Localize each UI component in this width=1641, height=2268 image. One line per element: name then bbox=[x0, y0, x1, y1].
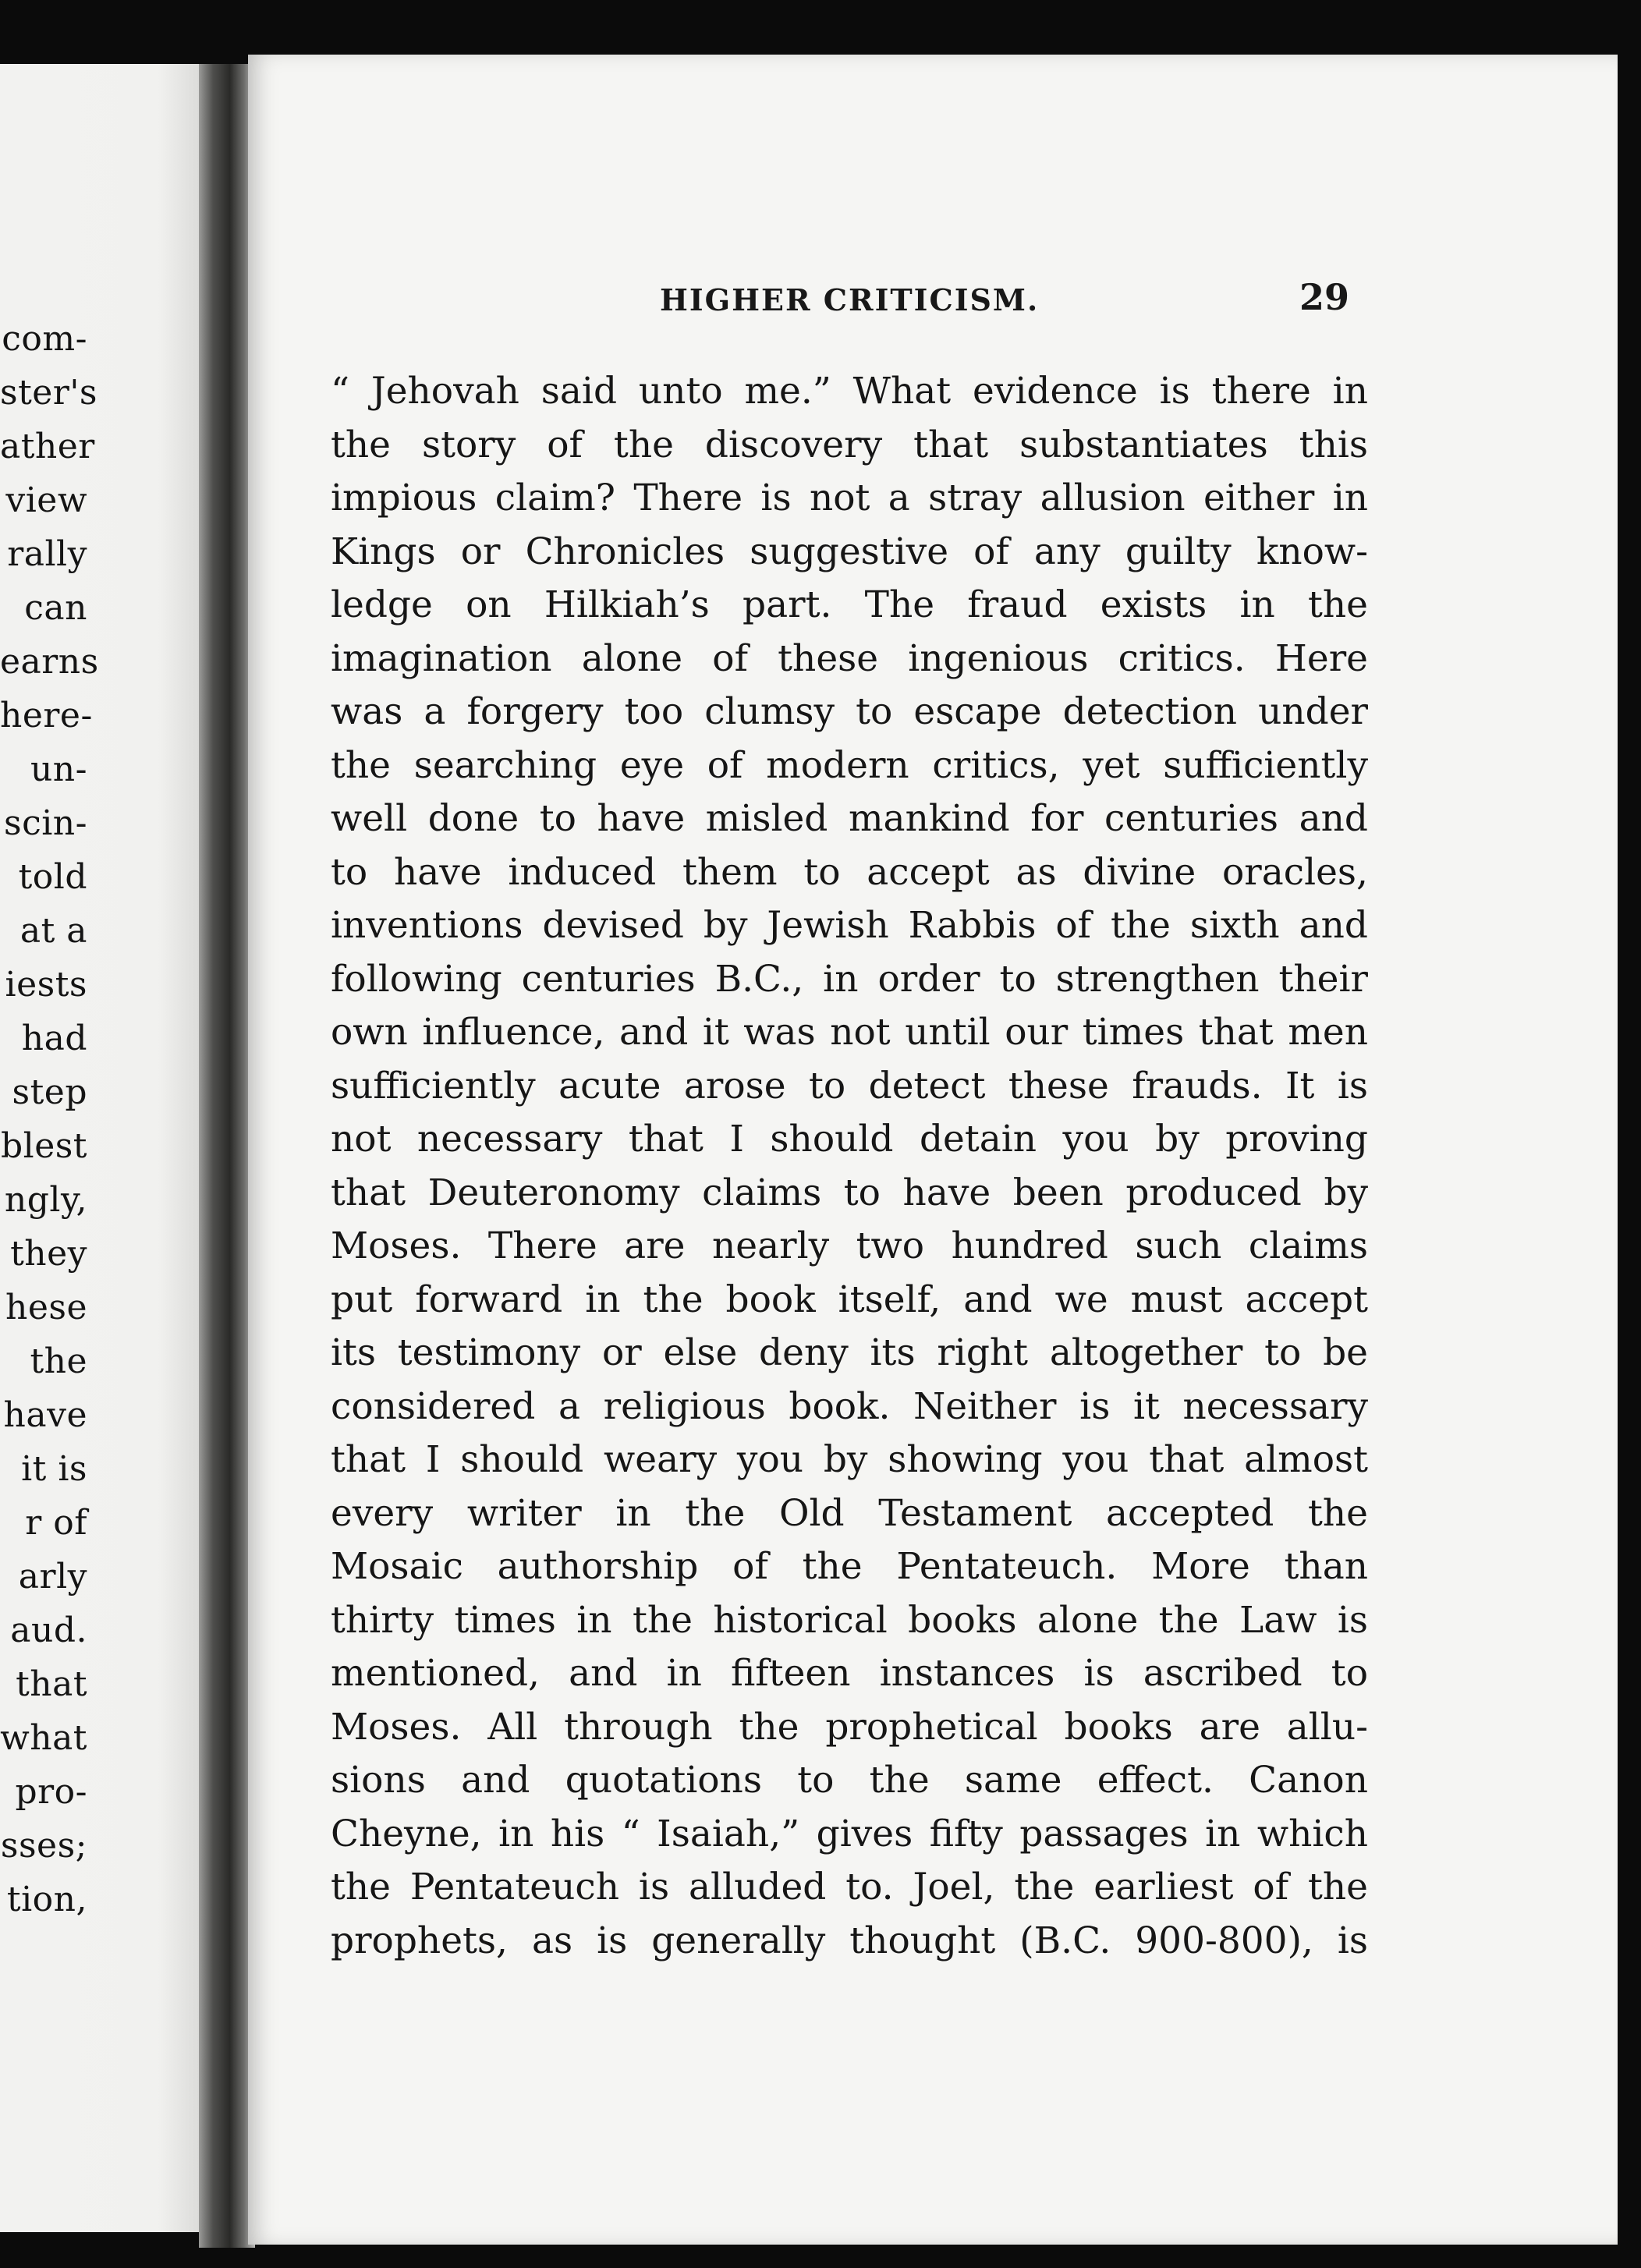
left-line: un- bbox=[30, 750, 87, 789]
text-line: Mosaic authorship of the Pentateuch. More than bbox=[331, 1545, 1368, 1588]
left-line: they bbox=[10, 1234, 87, 1274]
left-line: it is bbox=[21, 1449, 87, 1489]
text-line: the searching eye of modern critics, yet sufficiently bbox=[331, 743, 1368, 787]
left-page-text-column bbox=[0, 312, 99, 1926]
left-line: the bbox=[30, 1341, 87, 1381]
left-line: rally bbox=[7, 534, 87, 574]
text-line: put forward in the book itself, and we must accept bbox=[331, 1278, 1368, 1321]
text-line: impious claim? There is not a stray allusion either in bbox=[331, 477, 1368, 519]
text-line: to have induced them to accept as divine oracles, bbox=[331, 850, 1368, 894]
text-line: was a forgery too clumsy to escape detection under bbox=[331, 690, 1368, 733]
left-line: scin- bbox=[4, 803, 87, 843]
text-line: every writer in the Old Testament accepted the bbox=[331, 1491, 1368, 1535]
text-line: that Deuteronomy claims to have been produced by bbox=[331, 1171, 1368, 1214]
text-line: sions and quotations to the same effect. Canon bbox=[331, 1759, 1368, 1802]
text-line: Cheyne, in his “ Isaiah,” gives fifty passages in which bbox=[331, 1812, 1368, 1855]
left-line: tion, bbox=[6, 1880, 87, 1919]
book-gutter bbox=[199, 64, 255, 2248]
left-line: blest bbox=[0, 1126, 87, 1166]
text-line: sufficiently acute arose to detect these frauds. It is bbox=[331, 1064, 1368, 1107]
left-line: aud. bbox=[10, 1611, 87, 1650]
left-line: r of bbox=[25, 1503, 87, 1543]
running-title: HIGHER CRITICISM. bbox=[660, 282, 1040, 317]
left-line: sses; bbox=[0, 1826, 87, 1866]
left-line: view bbox=[5, 480, 87, 520]
left-line: ngly, bbox=[4, 1180, 87, 1220]
text-line: Moses. There are nearly two hundred such claims bbox=[331, 1224, 1368, 1267]
left-line: hese bbox=[5, 1288, 87, 1327]
text-line: inventions devised by Jewish Rabbis of the sixth and bbox=[331, 904, 1368, 947]
text-line: prophets, as is generally thought (B.C. 900-800), is bbox=[331, 1919, 1368, 1962]
text-line: Moses. All through the prophetical books are allu- bbox=[331, 1705, 1368, 1749]
left-line: earns bbox=[0, 642, 99, 682]
left-line: what bbox=[0, 1718, 87, 1758]
left-line: can bbox=[24, 588, 87, 628]
text-line: considered a religious book. Neither is it necessary bbox=[331, 1384, 1368, 1428]
left-line: ster's bbox=[0, 373, 98, 413]
text-line: following centuries B.C., in order to strengthen their bbox=[331, 957, 1368, 1001]
text-line: ledge on Hilkiah’s part. The fraud exists in the bbox=[331, 583, 1368, 626]
left-line: com- bbox=[2, 319, 87, 359]
left-line: step bbox=[12, 1072, 87, 1112]
text-line: mentioned, and in fifteen instances is ascribed to bbox=[331, 1652, 1368, 1695]
left-line: pro- bbox=[15, 1772, 87, 1812]
text-line: the story of the discovery that substantiates this bbox=[331, 423, 1368, 466]
left-line: ather bbox=[0, 427, 95, 466]
left-line: told bbox=[18, 857, 87, 897]
text-line: the Pentateuch is alluded to. Joel, the earliest of the bbox=[331, 1866, 1368, 1908]
left-line: here- bbox=[0, 696, 93, 735]
text-line: well done to have misled mankind for centuries and bbox=[331, 797, 1368, 840]
text-line: not necessary that I should detain you by proving bbox=[331, 1118, 1368, 1161]
text-line: that I should weary you by showing you that almost bbox=[331, 1438, 1368, 1481]
text-line: imagination alone of these ingenious critics. Here bbox=[331, 636, 1368, 680]
text-line: Kings or Chronicles suggestive of any guilty know- bbox=[331, 530, 1368, 573]
left-line: iests bbox=[5, 965, 87, 1005]
left-line: at a bbox=[19, 911, 87, 951]
text-line: thirty times in the historical books alone the Law is bbox=[331, 1598, 1368, 1642]
text-line: its testimony or else deny its right altogether to be bbox=[331, 1331, 1368, 1374]
left-line: had bbox=[21, 1019, 87, 1058]
left-line: that bbox=[16, 1664, 87, 1704]
left-line: have bbox=[3, 1395, 87, 1435]
text-line: “ Jehovah said unto me.” What evidence is there in bbox=[331, 370, 1368, 413]
left-line: arly bbox=[18, 1557, 87, 1596]
body-text bbox=[331, 365, 1368, 1968]
text-line: own influence, and it was not until our times that men bbox=[331, 1011, 1368, 1054]
left-page bbox=[0, 64, 226, 2232]
page-number: 29 bbox=[1299, 276, 1350, 318]
